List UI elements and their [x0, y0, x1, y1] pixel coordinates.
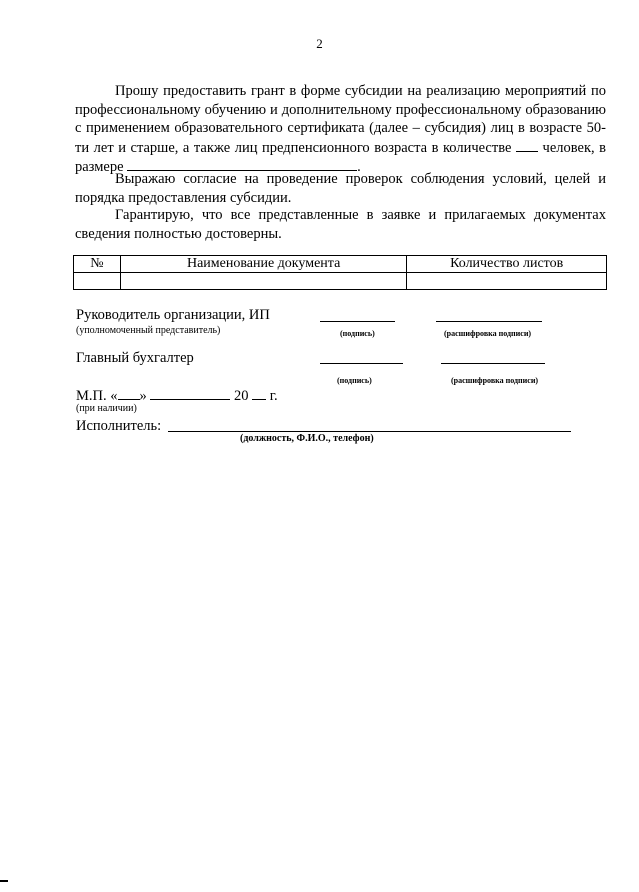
column-number: № — [74, 256, 121, 273]
request-text-middle: человек, в размере — [75, 139, 607, 175]
paragraph-consent: Выражаю согласие на проведение проверок соблюдения условий, целей и порядка предоставления субсидии. — [75, 171, 606, 206]
year-prefix: 20 — [234, 388, 249, 404]
accountant-signature-caption: (подпись) — [337, 376, 372, 385]
column-document-name: Наименование документа — [120, 256, 406, 273]
column-sheet-count: Количество листов — [407, 256, 607, 273]
head-decoding-line[interactable] — [436, 321, 542, 322]
cell-document-name[interactable] — [120, 273, 406, 290]
month-blank[interactable] — [150, 386, 230, 400]
count-blank[interactable] — [516, 138, 538, 152]
table-row — [74, 273, 607, 290]
executor-line[interactable] — [168, 431, 571, 432]
executor-label: Исполнитель: — [76, 418, 162, 434]
scan-edge-mark — [0, 880, 8, 882]
cell-number[interactable] — [74, 273, 121, 290]
accountant-signature-line[interactable] — [320, 363, 403, 364]
head-title: Руководитель организации, ИП — [76, 307, 270, 323]
cell-sheet-count[interactable] — [407, 273, 607, 290]
table-header-row — [74, 256, 607, 273]
head-subtitle: (уполномоченный представитель) — [76, 325, 221, 336]
head-signature-caption: (подпись) — [340, 329, 375, 338]
request-text: Прошу предоставить грант в форме субсидии на реализацию мероприятий по профессиональному обучению и дополнительному профессиональному образованию с применением образовательного сертификата (далее – субсидия) лиц в возрасте 50-ти лет и старше, а также лиц предпенсионного возраста в количестве — [75, 83, 606, 156]
executor-caption: (должность, Ф.И.О., телефон) — [240, 433, 374, 444]
amount-blank[interactable] — [127, 157, 357, 171]
documents-table — [73, 255, 607, 290]
accountant-decoding-caption: (расшифровка подписи) — [451, 376, 539, 385]
paragraph-guarantee: Гарантирую, что все представленные в заявке и прилагаемых документах сведения полностью достоверны. — [75, 207, 606, 242]
year-suffix: г. — [269, 388, 278, 404]
mp-close-quote: » — [139, 388, 147, 404]
paragraph-request — [75, 82, 606, 177]
stamp-note: (при наличии) — [76, 403, 137, 414]
head-decoding-caption: (расшифровка подписи) — [444, 329, 532, 338]
request-text-end: . — [357, 159, 361, 175]
head-signature-line[interactable] — [320, 321, 395, 322]
year-blank[interactable] — [252, 386, 266, 400]
day-blank[interactable] — [118, 386, 140, 400]
accountant-title: Главный бухгалтер — [76, 350, 194, 366]
mp-label: М.П. « — [76, 388, 118, 404]
page-number: 2 — [316, 36, 323, 51]
accountant-decoding-line[interactable] — [441, 363, 545, 364]
